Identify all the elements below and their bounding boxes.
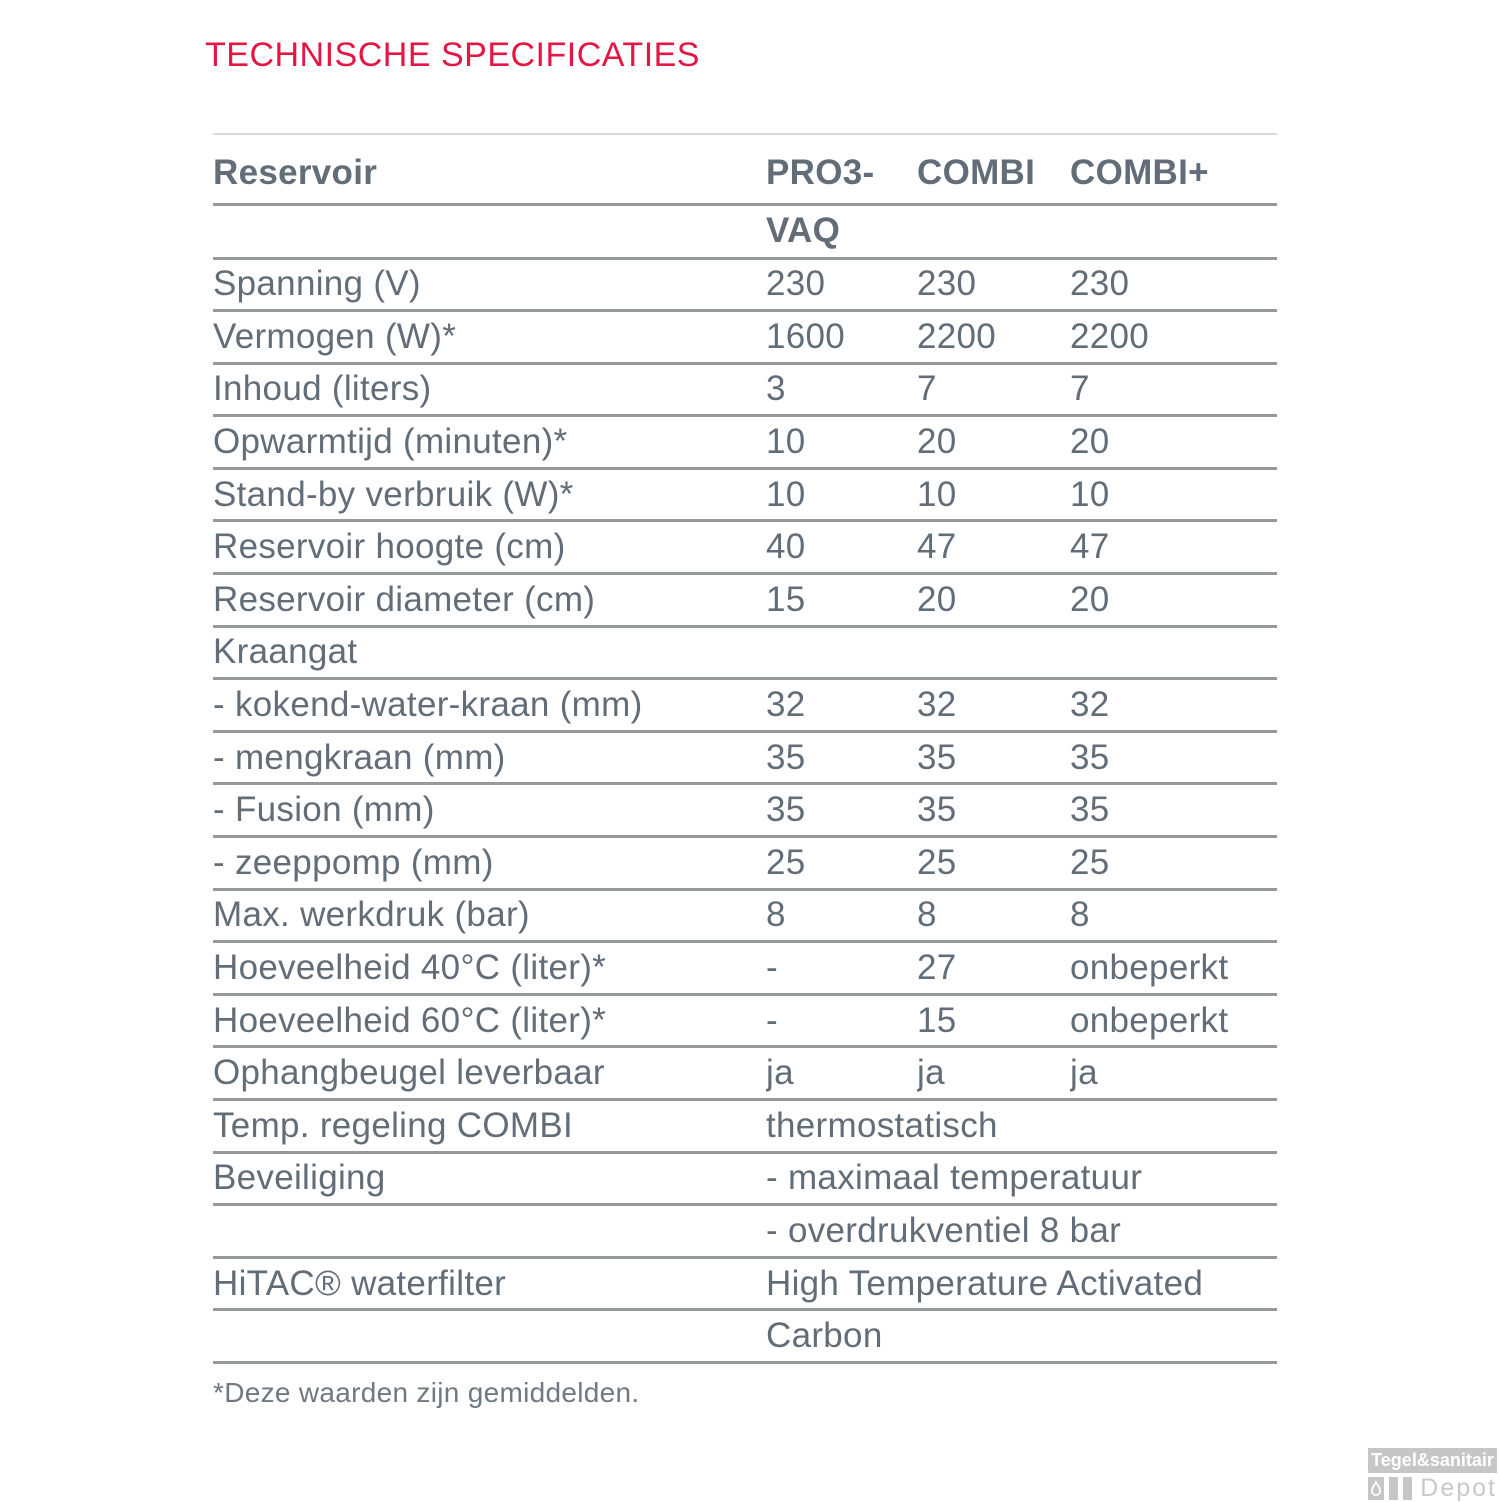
spec-label: Inhoud (liters) bbox=[213, 363, 766, 416]
table-header-row bbox=[213, 134, 1277, 204]
spec-value: 230 bbox=[766, 258, 917, 311]
spec-value: 20 bbox=[1070, 416, 1277, 469]
header-empty bbox=[1070, 204, 1277, 258]
spec-value: ja bbox=[766, 1047, 917, 1100]
header-reservoir: Reservoir bbox=[213, 134, 766, 204]
spec-label: - kokend-water-kraan (mm) bbox=[213, 679, 766, 732]
spec-value bbox=[917, 626, 1070, 679]
spec-value: 25 bbox=[917, 837, 1070, 890]
spec-value: 40 bbox=[766, 521, 917, 574]
spec-label: Hoeveelheid 60°C (liter)* bbox=[213, 994, 766, 1047]
footnote: *Deze waarden zijn gemiddelden. bbox=[213, 1377, 640, 1408]
table-row bbox=[213, 837, 1277, 890]
table-row bbox=[213, 416, 1277, 469]
header-empty bbox=[213, 204, 766, 258]
table-row bbox=[213, 1100, 1277, 1153]
spec-value bbox=[766, 626, 917, 679]
spec-label: Hoeveelheid 40°C (liter)* bbox=[213, 942, 766, 995]
spec-value: 35 bbox=[1070, 784, 1277, 837]
spec-value: 20 bbox=[917, 416, 1070, 469]
spec-value: 10 bbox=[1070, 468, 1277, 521]
table-row bbox=[213, 1257, 1277, 1310]
spec-value: onbeperkt bbox=[1070, 994, 1277, 1047]
spec-value: 32 bbox=[917, 679, 1070, 732]
spec-label: Vermogen (W)* bbox=[213, 311, 766, 364]
spec-value: 2200 bbox=[1070, 311, 1277, 364]
table-row bbox=[213, 784, 1277, 837]
tegel-sanitair-depot-logo bbox=[1368, 1448, 1497, 1500]
spec-value: 47 bbox=[1070, 521, 1277, 574]
spec-label: Ophangbeugel leverbaar bbox=[213, 1047, 766, 1100]
spec-value: 35 bbox=[917, 784, 1070, 837]
spec-value: 20 bbox=[1070, 574, 1277, 627]
spec-value: 32 bbox=[1070, 679, 1277, 732]
table-row bbox=[213, 1047, 1277, 1100]
table-row bbox=[213, 311, 1277, 364]
spec-label: Max. werkdruk (bar) bbox=[213, 889, 766, 942]
spec-value: - bbox=[766, 942, 917, 995]
spec-value: onbeperkt bbox=[1070, 942, 1277, 995]
table-row bbox=[213, 942, 1277, 995]
spec-value: 47 bbox=[917, 521, 1070, 574]
spec-value: 2200 bbox=[917, 311, 1070, 364]
spec-label bbox=[213, 1310, 766, 1363]
header-empty bbox=[917, 204, 1070, 258]
logo-square bbox=[1403, 1477, 1412, 1500]
spec-value-span: - overdrukventiel 8 bar bbox=[766, 1205, 1277, 1258]
spec-label: Stand-by verbruik (W)* bbox=[213, 468, 766, 521]
table-row bbox=[213, 574, 1277, 627]
spec-value-span: High Temperature Activated bbox=[766, 1257, 1277, 1310]
spec-value: 230 bbox=[917, 258, 1070, 311]
table-row bbox=[213, 994, 1277, 1047]
spec-value: 35 bbox=[766, 784, 917, 837]
spec-label: Temp. regeling COMBI bbox=[213, 1100, 766, 1153]
spec-value: ja bbox=[1070, 1047, 1277, 1100]
table-row bbox=[213, 889, 1277, 942]
spec-value: 35 bbox=[1070, 731, 1277, 784]
table-row bbox=[213, 1310, 1277, 1363]
spec-value: 230 bbox=[1070, 258, 1277, 311]
spec-value-span: Carbon bbox=[766, 1310, 1277, 1363]
spec-label: - zeeppomp (mm) bbox=[213, 837, 766, 890]
spec-value: 25 bbox=[1070, 837, 1277, 890]
table-row bbox=[213, 468, 1277, 521]
spec-value: 15 bbox=[766, 574, 917, 627]
spec-label: - Fusion (mm) bbox=[213, 784, 766, 837]
table-row bbox=[213, 679, 1277, 732]
droplet-icon bbox=[1368, 1477, 1384, 1500]
spec-value: - bbox=[766, 994, 917, 1047]
spec-value: 10 bbox=[766, 416, 917, 469]
spec-value: 35 bbox=[766, 731, 917, 784]
spec-label: Opwarmtijd (minuten)* bbox=[213, 416, 766, 469]
table-row bbox=[213, 1152, 1277, 1205]
spec-value: 27 bbox=[917, 942, 1070, 995]
header-combi: COMBI bbox=[917, 134, 1070, 204]
spec-table bbox=[213, 133, 1277, 1364]
header-vaq: VAQ bbox=[766, 204, 917, 258]
spec-label: Kraangat bbox=[213, 626, 766, 679]
spec-value: 32 bbox=[766, 679, 917, 732]
spec-label: - mengkraan (mm) bbox=[213, 731, 766, 784]
table-row bbox=[213, 626, 1277, 679]
spec-label: Spanning (V) bbox=[213, 258, 766, 311]
spec-label bbox=[213, 1205, 766, 1258]
spec-label: HiTAC® waterfilter bbox=[213, 1257, 766, 1310]
spec-value: 35 bbox=[917, 731, 1070, 784]
spec-value-span: thermostatisch bbox=[766, 1100, 1277, 1153]
spec-value: 20 bbox=[917, 574, 1070, 627]
logo-square bbox=[1389, 1477, 1398, 1500]
spec-value-span: - maximaal temperatuur bbox=[766, 1152, 1277, 1205]
spec-label: Reservoir diameter (cm) bbox=[213, 574, 766, 627]
spec-value: 15 bbox=[917, 994, 1070, 1047]
spec-value: 10 bbox=[917, 468, 1070, 521]
logo-wordmark: Tegel&sanitair bbox=[1368, 1448, 1497, 1473]
spec-label: Reservoir hoogte (cm) bbox=[213, 521, 766, 574]
table-row bbox=[213, 731, 1277, 784]
spec-value: 8 bbox=[917, 889, 1070, 942]
header-combi-plus: COMBI+ bbox=[1070, 134, 1277, 204]
table-row bbox=[213, 363, 1277, 416]
spec-value: 7 bbox=[1070, 363, 1277, 416]
spec-value: 8 bbox=[766, 889, 917, 942]
spec-value: ja bbox=[917, 1047, 1070, 1100]
table-row bbox=[213, 1205, 1277, 1258]
spec-value: 25 bbox=[766, 837, 917, 890]
page-title: TECHNISCHE SPECIFICATIES bbox=[205, 36, 700, 74]
spec-value: 8 bbox=[1070, 889, 1277, 942]
spec-value: 3 bbox=[766, 363, 917, 416]
spec-value: 1600 bbox=[766, 311, 917, 364]
table-header-row-2 bbox=[213, 204, 1277, 258]
spec-value: 7 bbox=[917, 363, 1070, 416]
logo-depot-text: Depot bbox=[1420, 1474, 1497, 1502]
table-row bbox=[213, 258, 1277, 311]
spec-value: 10 bbox=[766, 468, 917, 521]
table-row bbox=[213, 521, 1277, 574]
header-pro3: PRO3- bbox=[766, 134, 917, 204]
spec-label: Beveiliging bbox=[213, 1152, 766, 1205]
spec-value bbox=[1070, 626, 1277, 679]
